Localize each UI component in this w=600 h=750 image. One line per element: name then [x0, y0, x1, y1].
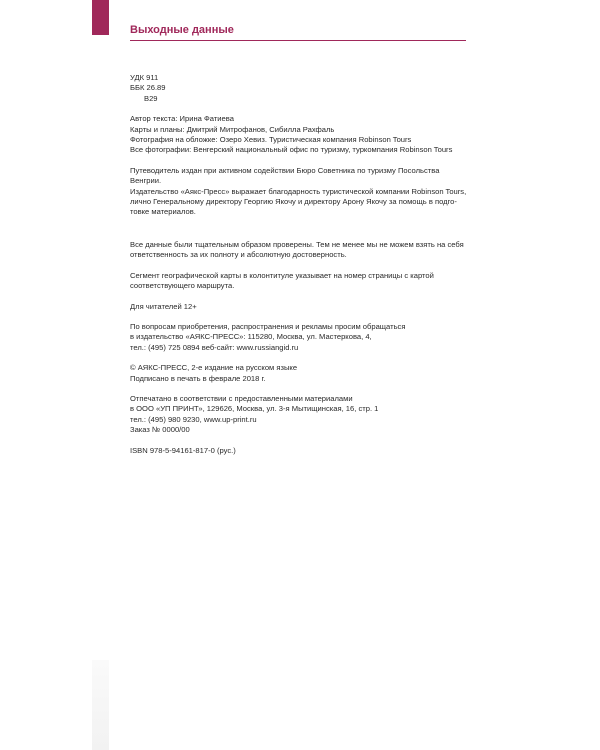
order-number: Заказ № 0000/00	[130, 425, 190, 435]
contact-line: По вопросам приобретения, распространения и рекламы просим обращаться	[130, 321, 406, 331]
acknowledgement-company: Издательство «Аякс-Пресс» выражает благодарность туристической компании Robinson Tours, лично Генеральному директору Георгию Якочу и директору Арону Якочу за помощь в подго- товке материалов.	[130, 186, 467, 217]
author-code: В29	[144, 93, 158, 103]
printer-line: Отпечатано в соответствии с предоставленными материалами	[130, 393, 353, 403]
credit-maps: Карты и планы: Дмитрий Митрофанов, Сибилла Рахфаль	[130, 124, 335, 134]
page-header	[130, 24, 466, 41]
map-note-block	[130, 271, 470, 292]
age-rating: Для читателей 12+	[130, 301, 197, 311]
print-date: Подписано в печать в феврале 2018 г.	[130, 373, 266, 383]
imprint-content	[130, 73, 470, 466]
contact-address: в издательство «АЯКС-ПРЕСС»: 115280, Москва, ул. Мастеркова, 4,	[130, 332, 372, 342]
contact-phone-website: тел.: (495) 725 0894 веб-сайт: www.russiangid.ru	[130, 342, 299, 352]
printer-address: в ООО «УП ПРИНТ», 129626, Москва, ул. 3-я Мытищинская, 16, стр. 1	[130, 404, 379, 414]
map-note-text: Сегмент географической карты в колонтитуле указывает на номер страницы с картой соответствующего маршрута.	[130, 270, 434, 291]
credit-cover-photo: Фотография на обложке: Озеро Хевиз. Туристическая компания Robinson Tours	[130, 135, 412, 145]
page-title: Выходные данные	[130, 24, 234, 36]
copyright-line: © АЯКС-ПРЕСС, 2-е издание на русском языке	[130, 363, 298, 373]
printer-block	[130, 394, 470, 436]
acknowledgements-block	[130, 166, 470, 218]
edition-block	[130, 363, 470, 384]
isbn: ISBN 978-5-94161-817-0 (рус.)	[130, 445, 236, 455]
credit-author: Автор текста: Ирина Фатиева	[130, 114, 234, 124]
page-edge-shade	[92, 660, 109, 750]
bbk-code: ББК 26.89	[130, 83, 166, 93]
printer-phone-website: тел.: (495) 980 9230, www.up-print.ru	[130, 414, 257, 424]
credits-block	[130, 114, 470, 156]
udk-code: УДК 911	[130, 73, 159, 82]
acknowledgement-embassy: Путеводитель издан при активном содействии Бюро Советника по туризму Посольства Венгрии.	[130, 165, 440, 186]
section-color-tab	[92, 0, 109, 35]
classification-block	[130, 73, 470, 104]
credit-photos: Все фотографии: Венгерский национальный офис по туризму, туркомпания Robinson Tours	[130, 145, 453, 155]
age-rating-block	[130, 302, 470, 312]
contact-block	[130, 322, 470, 353]
isbn-block	[130, 446, 470, 456]
disclaimer-text: Все данные были тщательным образом проверены. Тем не менее мы не можем взять на себя ответственность за их полноту и абсолютную достоверность.	[130, 239, 464, 260]
disclaimer-block	[130, 240, 470, 261]
